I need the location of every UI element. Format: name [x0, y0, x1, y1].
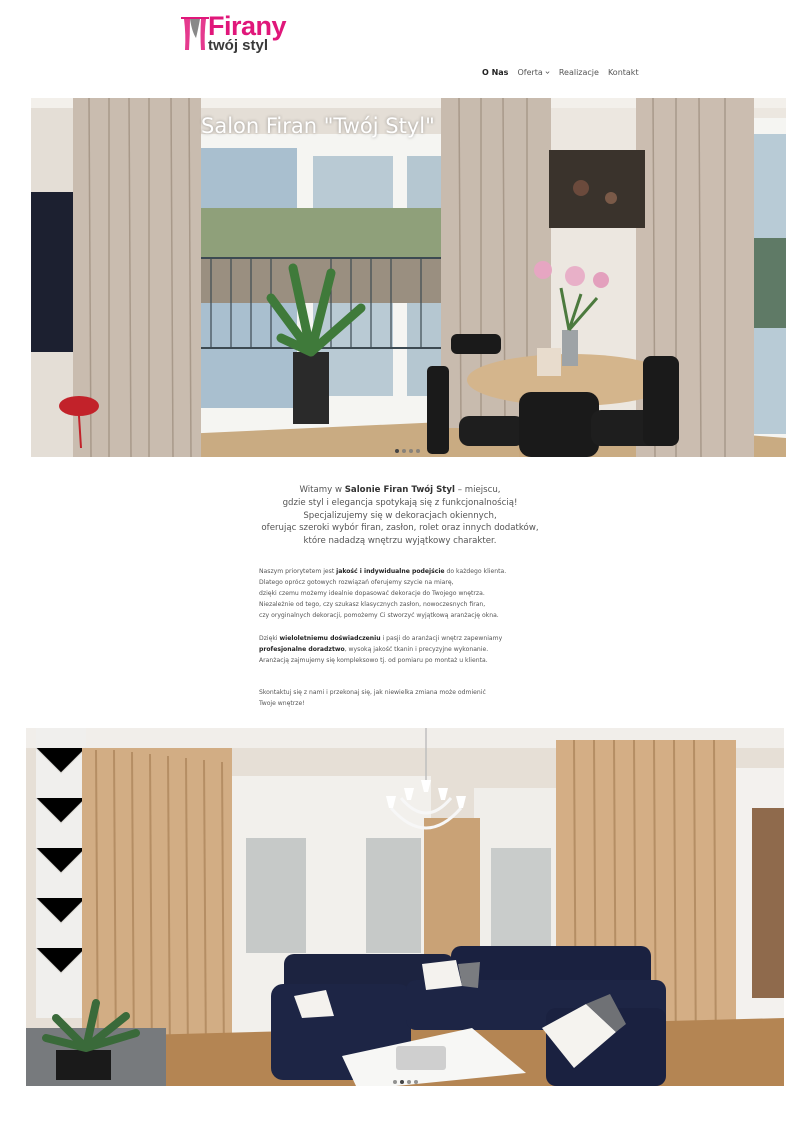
p1-l1-pre: Naszym priorytetem jest	[259, 568, 337, 575]
slider-dot[interactable]	[395, 449, 399, 453]
p1-l2: Dlatego oprócz gotowych rozwiązań oferujemy szycie na miarę,	[259, 579, 454, 586]
paragraph-contact	[259, 687, 559, 709]
slider-dot[interactable]	[402, 449, 406, 453]
nav-item-kontakt[interactable]: Kontakt	[607, 68, 639, 77]
nav-item-realizacje[interactable]: Realizacje	[558, 68, 599, 77]
paragraph-experience	[259, 633, 559, 666]
nav-item-oferta[interactable]	[517, 68, 549, 77]
hero-slider-dots	[395, 449, 420, 453]
gallery-slider[interactable]	[26, 728, 784, 1086]
intro-line1-pre: Witamy w	[299, 485, 345, 495]
p2-l2-bold: profesjonalne doradztwo	[259, 646, 345, 653]
hero-title: Salon Firan "Twój Styl"	[201, 114, 435, 138]
logo-subtitle: twój styl	[208, 37, 269, 54]
gallery-slider-dots	[393, 1080, 418, 1084]
main-nav	[482, 68, 639, 77]
intro-line5: które nadadzą wnętrzu wyjątkowy charakter.	[303, 536, 497, 547]
slider-dot[interactable]	[400, 1080, 404, 1084]
intro-line1-post: – miejscu,	[454, 485, 501, 495]
p3-l2: Twoje wnętrze!	[259, 700, 305, 707]
p1-l1-bold: jakość i indywidualne podejście	[336, 568, 445, 575]
chevron-down-icon	[545, 70, 550, 75]
intro-text	[200, 484, 600, 548]
p2-l3: Aranżacją zajmujemy się kompleksowo tj. od pomiaru po montaż u klienta.	[259, 657, 488, 664]
p2-l2-post: , wysoką jakość tkanin i precyzyjne wykonanie.	[344, 646, 489, 653]
p1-l3: dzięki czemu możemy idealnie dopasować dekoracje do Twojego wnętrza.	[259, 590, 485, 597]
site-logo[interactable]	[180, 12, 290, 58]
slider-dot[interactable]	[414, 1080, 418, 1084]
slider-dot[interactable]	[416, 449, 420, 453]
intro-line1-bold: Salonie Firan Twój Styl	[344, 485, 455, 495]
curtain-logo-icon	[180, 14, 210, 54]
p1-l1-post: do każdego klienta.	[444, 568, 507, 575]
slider-dot[interactable]	[407, 1080, 411, 1084]
hero-photo	[31, 98, 786, 457]
nav-item-oferta-label: Oferta	[517, 68, 543, 77]
hero-slider[interactable]	[31, 98, 786, 457]
slider-dot[interactable]	[409, 449, 413, 453]
intro-line3: Specjalizujemy się w dekoracjach okiennych,	[303, 510, 497, 521]
intro-line4: oferując szeroki wybór firan, zasłon, rolet oraz innych dodatków,	[261, 523, 539, 534]
slider-dot[interactable]	[393, 1080, 397, 1084]
p2-l1-post: i pasji do aranżacji wnętrz zapewniamy	[380, 635, 503, 642]
p1-l5: czy oryginalnych dekoracji, pomożemy Ci stworzyć wyjątkową aranżację okna.	[259, 612, 499, 619]
nav-item-o-nas[interactable]: O Nas	[482, 68, 509, 77]
p1-l4: Niezależnie od tego, czy szukasz klasycznych zasłon, nowoczesnych firan,	[259, 601, 486, 608]
p3-l1: Skontaktuj się z nami i przekonaj się, jak niewielka zmiana może odmienić	[259, 689, 486, 696]
p2-l1-pre: Dzięki	[259, 635, 280, 642]
paragraph-quality	[259, 566, 559, 621]
logo-title: Firany	[208, 11, 287, 41]
p2-l1-bold: wieloletniemu doświadczeniu	[279, 635, 381, 642]
intro-line2: gdzie styl i elegancja spotykają się z funkcjonalnością!	[282, 497, 518, 508]
living-room-photo	[26, 728, 784, 1086]
